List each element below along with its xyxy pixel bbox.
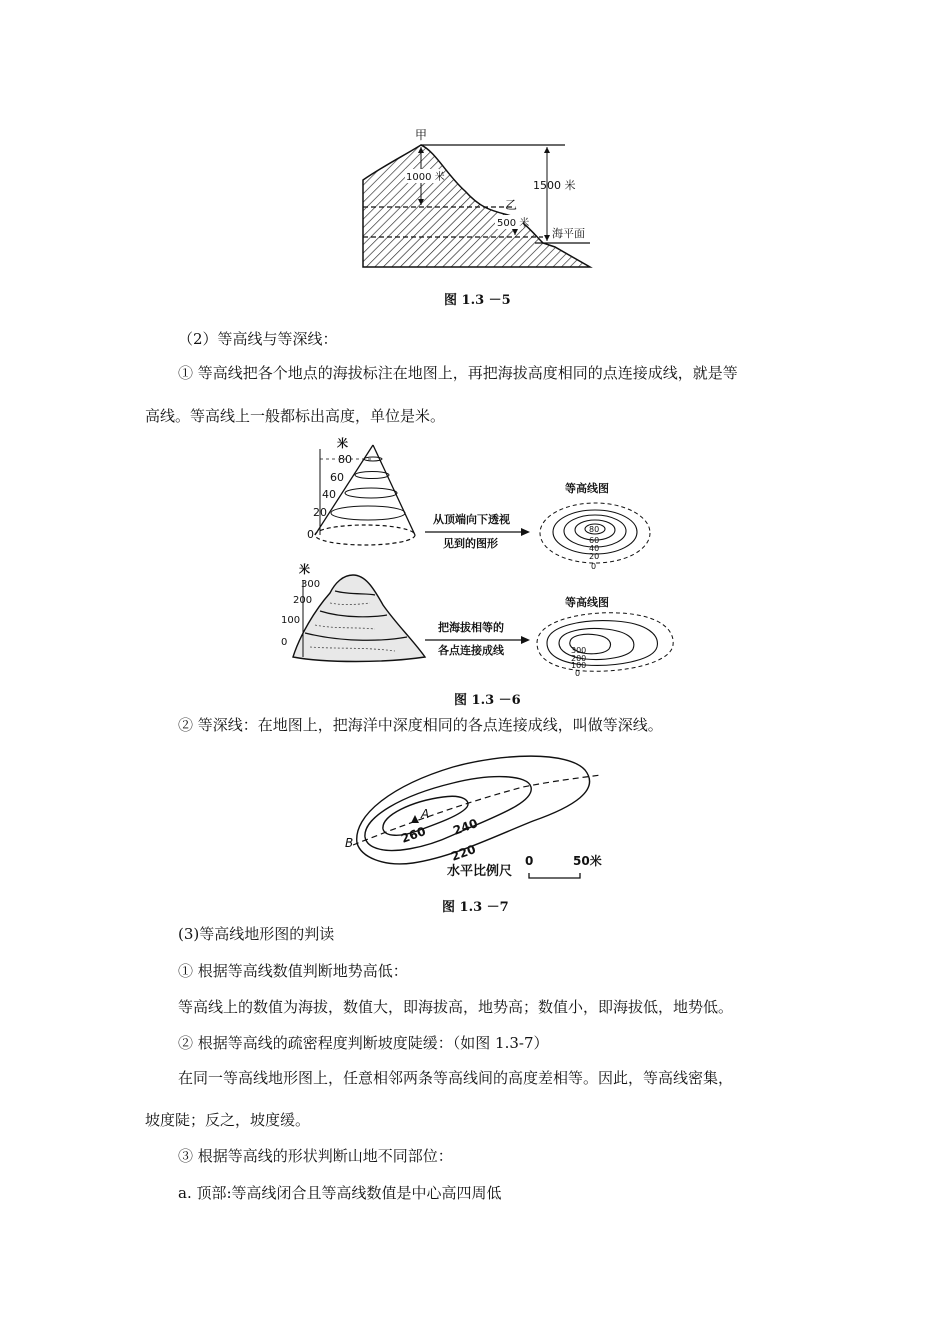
label-b: B — [345, 836, 354, 850]
map2-label-100: 100 — [571, 661, 587, 670]
peak-marker-a — [411, 815, 419, 823]
hill-diagram — [281, 562, 425, 662]
hill-tick-200: 200 — [293, 595, 313, 606]
contour-map-irregular — [537, 595, 673, 678]
hill-tick-100: 100 — [281, 615, 301, 626]
contour-map-concentric — [540, 481, 650, 571]
paragraph-isobath: ② 等深线：在地图上，把海洋中深度相同的各点连接成线，叫做等深线。 — [178, 716, 663, 734]
item-2-heading: ② 根据等高线的疏密程度判断坡度陡缓：（如图 1.3-7） — [178, 1034, 549, 1052]
section-2-heading: （2）等高线与等深线： — [178, 330, 338, 348]
item-3-heading: ③ 根据等高线的形状判断山地不同部位： — [178, 1147, 453, 1165]
hill-unit: 米 — [299, 563, 310, 576]
label-1500m: 1500 米 — [533, 179, 576, 192]
label-1000m: 1000 米 — [406, 172, 445, 183]
map2-label-0: 0 — [575, 669, 581, 678]
caption-fig-1-3-7: 图 1.3 －7 — [442, 900, 509, 915]
map1-label-60: 60 — [589, 536, 600, 545]
cone-tick-80: 80 — [338, 453, 352, 466]
map2-label-300: 300 — [571, 646, 587, 655]
map1-title: 等高线图 — [565, 482, 609, 495]
cone-tick-40: 40 — [322, 488, 336, 501]
map1-label-40: 40 — [589, 544, 600, 553]
label-260: 260 — [399, 824, 428, 846]
arrow2-label-line1: 把海拔相等的 — [438, 621, 504, 634]
map1-label-0: 0 — [591, 562, 597, 571]
hill-tick-300: 300 — [301, 579, 321, 590]
label-sea-level: 海平面 — [552, 227, 585, 240]
hill-tick-0: 0 — [281, 637, 288, 648]
caption-fig-1-3-5: 图 1.3 －5 — [444, 293, 511, 308]
label-220: 220 — [449, 842, 478, 864]
item-2-body-line-1: 在同一等高线地形图上，任意相邻两条等高线间的高度差相等。因此，等高线密集， — [178, 1069, 734, 1087]
label-jia: 甲 — [415, 128, 428, 142]
terrain-profile — [363, 145, 590, 267]
cone-tick-20: 20 — [313, 506, 327, 519]
figure-1-3-5 — [355, 125, 600, 275]
label-yi: 乙 — [505, 198, 518, 212]
item-1-body: 等高线上的数值为海拔，数值大，即海拔高，地势高；数值小，即海拔低，地势低。 — [178, 998, 734, 1016]
map2-label-200: 200 — [571, 654, 587, 663]
paragraph-contour-line-2: 高线。等高线上一般都标出高度，单位是米。 — [145, 407, 446, 425]
item-3-a: a. 顶部:等高线闭合且等高线数值是中心高四周低 — [178, 1184, 502, 1202]
arrow2-label-line2: 各点连接成线 — [438, 644, 504, 657]
scale-end: 50米 — [573, 854, 602, 868]
map1-label-20: 20 — [589, 552, 600, 561]
contour-240 — [365, 777, 531, 851]
cone-tick-0: 0 — [307, 528, 314, 541]
paragraph-contour-line-1: ① 等高线把各个地点的海拔标注在地图上，再把海拔高度相同的点连接成线，就是等 — [178, 364, 738, 382]
label-500m: 500 米 — [497, 218, 530, 229]
scale-bar — [529, 873, 580, 878]
figure-1-3-7 — [343, 745, 608, 885]
map2-title: 等高线图 — [565, 596, 609, 609]
scale-label: 水平比例尺 — [447, 864, 513, 879]
arrow1-label-line2: 见到的图形 — [443, 537, 498, 550]
cone-unit: 米 — [337, 437, 348, 450]
cone-diagram — [307, 436, 415, 545]
label-240: 240 — [451, 816, 480, 838]
arrow1-label-line1: 从顶端向下透视 — [433, 513, 510, 526]
item-1-heading: ① 根据等高线数值判断地势高低： — [178, 962, 408, 980]
label-a: A — [421, 807, 430, 821]
map1-label-80: 80 — [589, 525, 600, 534]
cone-tick-60: 60 — [330, 471, 344, 484]
caption-fig-1-3-6: 图 1.3 －6 — [454, 693, 521, 708]
scale-zero: 0 — [525, 854, 534, 868]
section-3-heading: (3)等高线地形图的判读 — [178, 925, 335, 943]
figure-1-3-6 — [275, 435, 685, 685]
item-2-body-line-2: 坡度陡；反之，坡度缓。 — [145, 1111, 311, 1129]
